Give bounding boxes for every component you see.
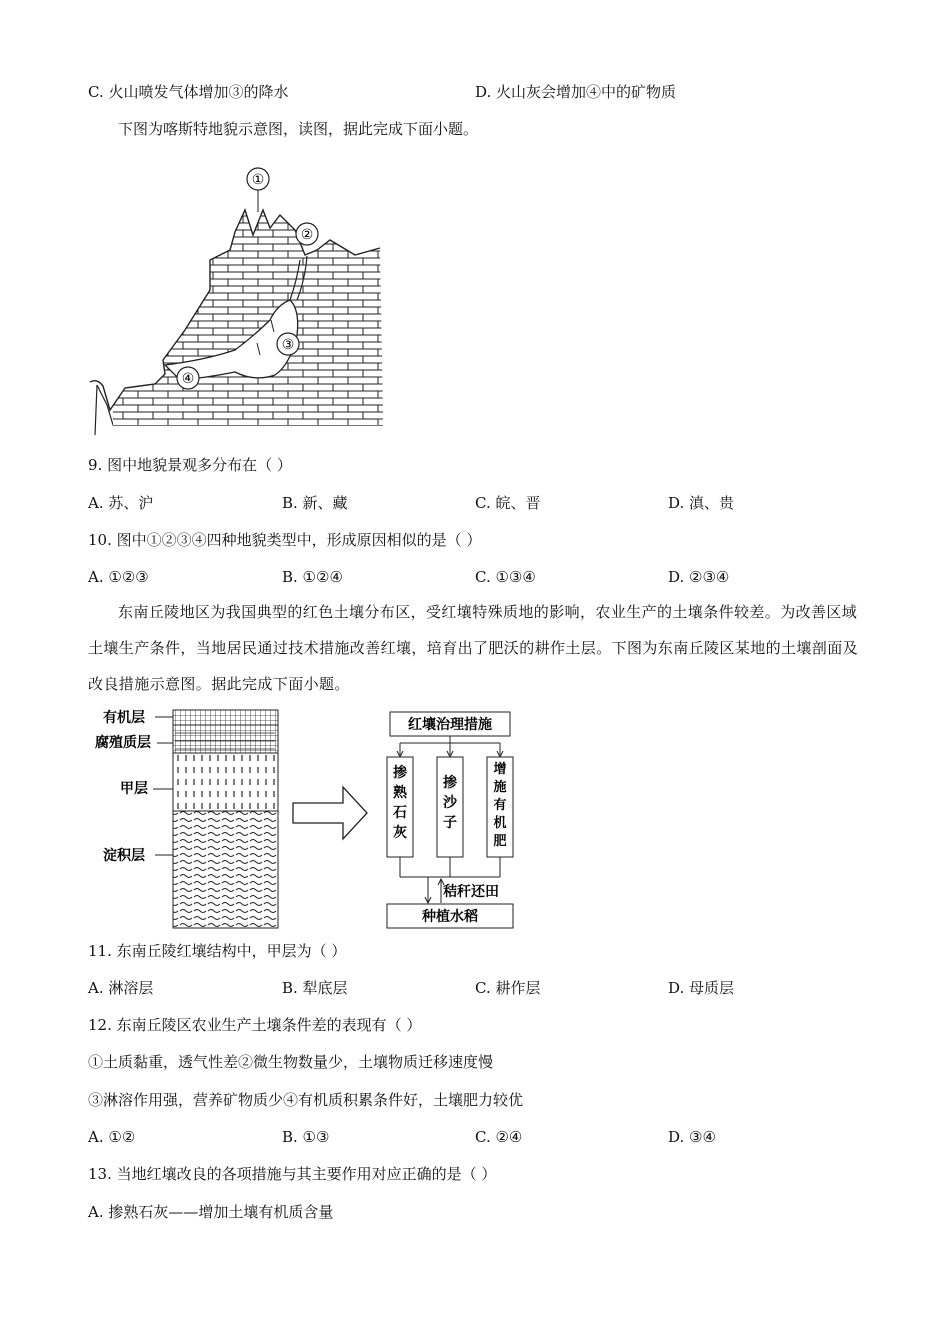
q11-option-b[interactable]: B. 犁底层 <box>282 979 348 997</box>
karst-label-1 <box>247 168 269 212</box>
measure-manure: 增施有机肥 <box>493 762 507 849</box>
q12-statements-1: ①土质黏重，透气性差②微生物数量少，土壤物质迁移速度慢 <box>88 1053 494 1071</box>
q9-stem: 9. 图中地貌景观多分布在（ ） <box>88 456 292 474</box>
intro-karst: 下图为喀斯特地貌示意图，读图，据此完成下面小题。 <box>118 120 479 138</box>
layer-label-humus: 腐殖质层 <box>95 735 151 751</box>
q11-stem: 11. 东南丘陵红壤结构中，甲层为（ ） <box>88 942 347 960</box>
karst-label-4 <box>177 367 199 389</box>
q12-option-d[interactable]: D. ③④ <box>668 1128 716 1146</box>
rice-planting-label: 种植水稻 <box>422 909 478 925</box>
svg-text:③: ③ <box>281 337 295 353</box>
layer-label-illuvial: 淀积层 <box>103 848 145 864</box>
q10-option-c[interactable]: C. ①③④ <box>475 568 536 586</box>
prev-option-d: D. 火山灰会增加④中的矿物质 <box>475 83 677 101</box>
q10-option-b[interactable]: B. ①②④ <box>282 568 343 586</box>
measure-sand: 掺沙子 <box>443 775 457 831</box>
q9-option-b[interactable]: B. 新、藏 <box>282 494 348 512</box>
q10-option-d[interactable]: D. ②③④ <box>668 568 730 586</box>
q9-option-c[interactable]: C. 皖、晋 <box>475 494 541 512</box>
q12-option-b[interactable]: B. ①③ <box>282 1128 330 1146</box>
layer-label-organic: 有机层 <box>103 710 145 726</box>
measures-title: 红壤治理措施 <box>408 717 492 733</box>
soil-diagram <box>95 705 535 933</box>
svg-text:①: ① <box>251 172 265 188</box>
q13-stem: 13. 当地红壤改良的各项措施与其主要作用对应正确的是（ ） <box>88 1165 497 1183</box>
q12-statements-2: ③淋溶作用强，营养矿物质少④有机质积累条件好，土壤肥力较优 <box>88 1091 524 1109</box>
q13-option-a[interactable]: A. 掺熟石灰——增加土壤有机质含量 <box>88 1203 334 1221</box>
straw-return-label: 秸秆还田 <box>443 884 499 900</box>
q10-stem: 10. 图中①②③④四种地貌类型中，形成原因相似的是（ ） <box>88 531 482 549</box>
karst-diagram <box>85 160 390 435</box>
q11-option-c[interactable]: C. 耕作层 <box>475 979 541 997</box>
intro-soil: 东南丘陵地区为我国典型的红色土壤分布区，受红壤特殊质地的影响，农业生产的土壤条件较差。为改善区域土壤生产条件，当地居民通过技术措施改善红壤，培育出了肥沃的耕作土层。下图为东南丘陵区某地的土壤剖面及改良措施示意图。据此完成下面小题。 <box>88 603 859 693</box>
svg-text:②: ② <box>300 227 314 243</box>
q9-option-d[interactable]: D. 滇、贵 <box>668 494 735 512</box>
q12-option-a[interactable]: A. ①② <box>88 1128 136 1146</box>
q12-option-c[interactable]: C. ②④ <box>475 1128 523 1146</box>
karst-label-3 <box>277 333 299 355</box>
q11-option-d[interactable]: D. 母质层 <box>668 979 735 997</box>
q9-option-a[interactable]: A. 苏、沪 <box>88 494 154 512</box>
svg-text:④: ④ <box>181 371 195 387</box>
q11-option-a[interactable]: A. 淋溶层 <box>88 979 154 997</box>
karst-label-2 <box>296 223 318 245</box>
prev-option-c: C. 火山喷发气体增加③的降水 <box>88 83 289 101</box>
measure-lime: 掺熟石灰 <box>393 765 407 841</box>
q12-stem: 12. 东南丘陵区农业生产土壤条件差的表现有（ ） <box>88 1016 422 1034</box>
q10-option-a[interactable]: A. ①②③ <box>88 568 149 586</box>
layer-label-jia: 甲层 <box>120 781 148 797</box>
